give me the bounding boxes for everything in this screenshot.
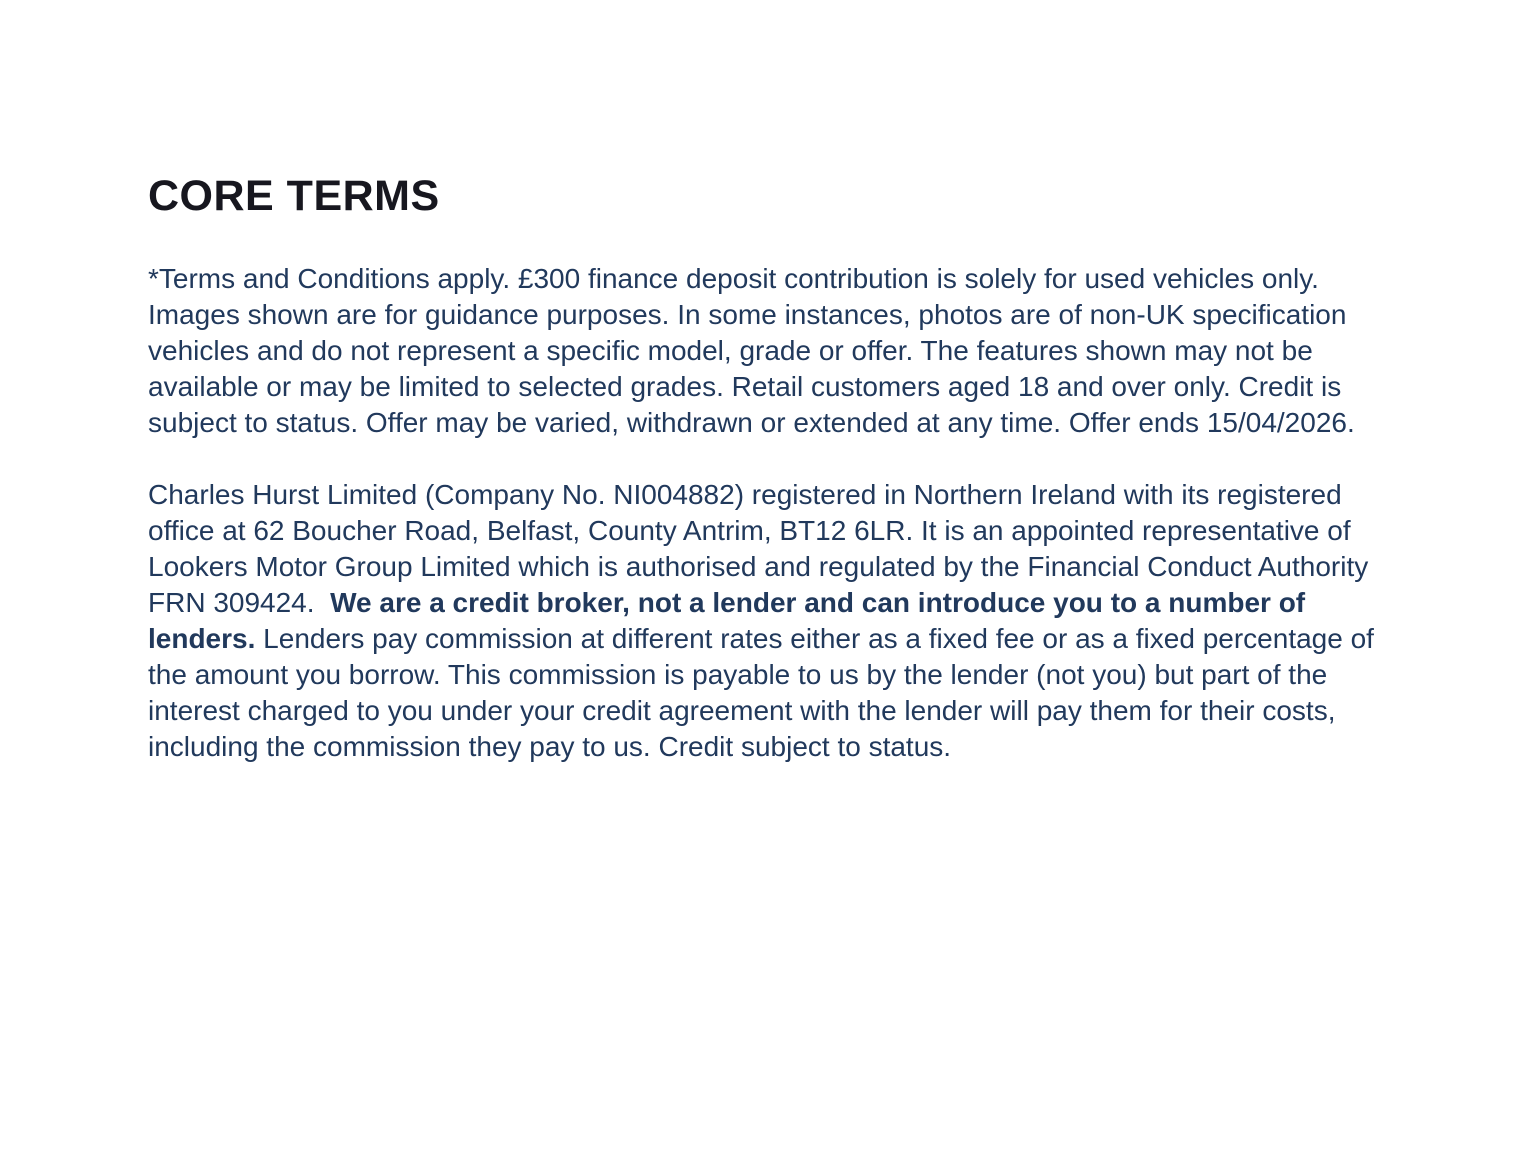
- company-registration-text: Charles Hurst Limited (Company No. NI004882) registered in Northern Ireland with its registered office at 62 Boucher Road, Belfast, County Antrim, BT12 6LR. It is an appointed representative of Lookers Motor Group Limited which is authorised and regulated by the Financial Conduct Authority FRN 309424.: [148, 479, 1369, 618]
- terms-paragraph-company: [148, 477, 1390, 765]
- commission-disclosure-text: Lenders pay commission at different rates either as a fixed fee or as a fixed percentage of the amount you borrow. This commission is payable to us by the lender (not you) but part of the interest charged to you under your credit agreement with the lender will pay them for their costs, including the commission they pay to us. Credit subject to status.: [148, 623, 1374, 762]
- credit-broker-disclosure-bold-text: We are a credit broker, not a lender and can introduce you to a number of lenders.: [148, 587, 1306, 654]
- page-title: CORE TERMS: [148, 172, 440, 220]
- terms-paragraph-offer: *Terms and Conditions apply. £300 finance deposit contribution is solely for used vehicles only. Images shown are for guidance purposes. In some instances, photos are of non-UK specification vehicles and do not represent a specific model, grade or offer. The features shown may not be available or may be limited to selected grades. Retail customers aged 18 and over only. Credit is subject to status. Offer may be varied, withdrawn or extended at any time. Offer ends 15/04/2026.: [148, 263, 1355, 438]
